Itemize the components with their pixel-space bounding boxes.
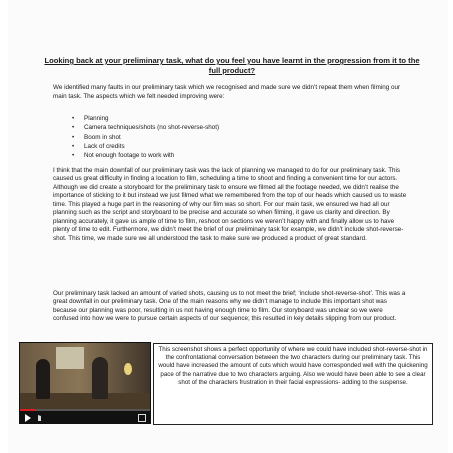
list-item: • Not enough footage to work with [72, 151, 372, 160]
video-screenshot[interactable] [19, 342, 151, 424]
planning-paragraph: I think that the main downfall of our preliminary task was the lack of planning we managed to do for our preliminary task. This caused us great difficulty in finding a location to film, scheduling a time to shoot and finding a convenient time for our actors. Although we did create a storyboard for the preliminary task to ensure we filmed all the footage needed, we didn’t realise the importance of sticking to it but instead we just filmed what we remembered from the top of our heads which caused us to waste time. This played a huge part in the reasoning of why our film was so short. For our main task, we ensured we had all our planning such as the script and storyboard to be precise and accurate so when filming, it gave us clarity and direction. By planning accurately, it gave us ample of time to film, reshoot on sections we weren’t happy with and finally allow us to have plenty of time to edit. Furthermore, we didn’t meet the brief of our preliminary task for example, we didn’t include shot-reverse-shot. This time, we made sure we all understood the task to make sure we produced a product of great standard. [53, 167, 407, 242]
video-scene-lamp [124, 363, 132, 375]
fullscreen-icon[interactable] [138, 414, 146, 422]
improvement-list [72, 114, 372, 160]
list-item: • Camera techniques/shots (no shot-reverse-shot) [72, 123, 372, 132]
character-right [92, 357, 108, 399]
list-item: • Boom in shot [72, 133, 372, 142]
character-left [36, 359, 50, 399]
video-scene-window [56, 347, 84, 369]
list-item: • Planning [72, 114, 372, 123]
screenshot-caption: This screenshot shows a perfect opportunity of where we could have included shot-reverse-shot in the confrontational conversation between the two characters during our preliminary task. This would have increased the amount of cuts which would have corresponded well with the quickening pace of the narrative due to two characters arguing. Also we would have been able to see a clear shot of the characters frustration in their facial expressions- adding to the suspense. [153, 343, 433, 425]
list-item: • Lack of credits [72, 142, 372, 151]
play-icon[interactable] [25, 414, 31, 422]
volume-icon[interactable] [38, 415, 46, 421]
shots-paragraph: Our preliminary task lacked an amount of varied shots, causing us to not meet the brief; ‘include shot-reverse-shot’. This was a great downfall in our preliminary task. One of the main reasons why we didn’t manage to include this important shot was because our planning was poor, resulting in us not having enough time to film. Our storyboard was unclear so we were confused into how we were to pursue certain aspects of our sequence; this resulted in key details slipping from our product. [53, 290, 406, 323]
intro-paragraph: We identified many faults in our preliminary task which we recognised and made sure we didn’t repeat them when filming our main task. The aspects which we felt needed improving were: [53, 84, 401, 100]
page-title: Looking back at your preliminary task, what do you feel you have learnt in the progression from it to the full product? [44, 56, 420, 75]
